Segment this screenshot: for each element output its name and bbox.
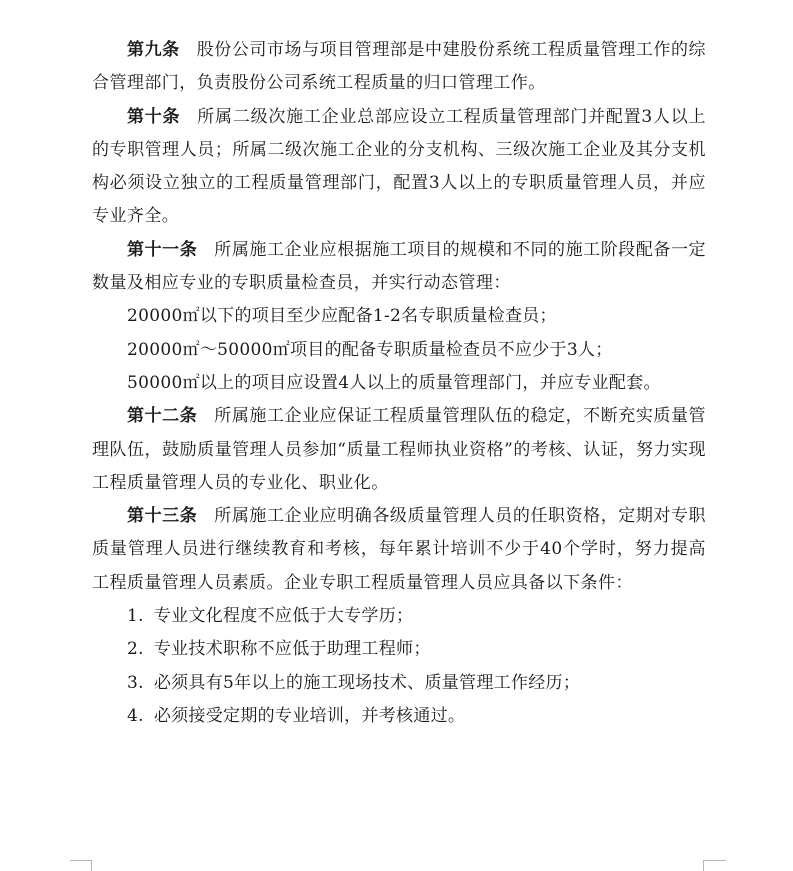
condition-number: 4. (127, 705, 144, 726)
article-11 (92, 234, 706, 301)
condition-item (92, 667, 706, 700)
condition-text: 必须具有5年以上的施工现场技术、质量管理工作经历； (153, 672, 581, 693)
article-text: 股份公司市场与项目管理部是中建股份系统工程质量管理工作的综合管理部门，负责股份公司系统工程质量的归口管理工作。 (92, 40, 706, 94)
article-number: 第九条 (127, 40, 180, 60)
condition-text: 专业技术职称不应低于助理工程师； (153, 639, 431, 660)
article-9 (92, 34, 706, 101)
article-text: 所属施工企业应根据施工项目的规模和不同的施工阶段配备一定数量及相应专业的专职质量检查员，并实行动态管理： (92, 239, 706, 294)
page-corner-mark-left (70, 860, 92, 871)
condition-item (92, 700, 706, 733)
condition-item (92, 633, 706, 666)
article-10 (92, 101, 706, 234)
article-12 (92, 400, 706, 500)
condition-number: 1. (127, 606, 144, 627)
article-number: 第十一条 (127, 239, 198, 260)
article-13 (92, 500, 706, 600)
article-text: 所属施工企业应明确各级质量管理人员的任职资格，定期对专职质量管理人员进行继续教育和考核，每年累计培训不少于40个学时，努力提高工程质量管理人员素质。企业专职工程质量管理人员应具备以下条件： (92, 506, 706, 593)
article-text: 所属施工企业应保证工程质量管理队伍的稳定，不断充实质量管理队伍，鼓励质量管理人员参加“质量工程师执业资格”的考核、认证，努力实现工程质量管理人员的专业化、职业化。 (92, 406, 706, 493)
article-text: 所属二级次施工企业总部应设立工程质量管理部门并配置3人以上的专职管理人员；所属二级次施工企业的分支机构、三级次施工企业及其分支机构必须设立独立的工程质量管理部门，配置3人以上的专职质量管理人员，并应专业齐全。 (92, 106, 706, 227)
condition-number: 3. (127, 672, 144, 693)
article-number: 第十二条 (127, 406, 198, 427)
staffing-rule-small: 20000㎡以下的项目至少应配备1-2名专职质量检查员； (127, 306, 557, 327)
staffing-rule-medium: 20000㎡～50000㎡项目的配备专职质量检查员不应少于3人； (127, 339, 613, 360)
condition-text: 必须接受定期的专业培训，并考核通过。 (153, 705, 466, 726)
article-number: 第十三条 (127, 506, 198, 527)
condition-text: 专业文化程度不应低于大专学历； (153, 606, 414, 627)
condition-item (92, 600, 706, 633)
document-body (92, 34, 706, 733)
condition-number: 2. (127, 639, 144, 660)
page-corner-mark-right (703, 860, 726, 871)
article-number: 第十条 (127, 106, 181, 127)
staffing-rule-large: 50000㎡以上的项目应设置4人以上的质量管理部门，并应专业配套。 (127, 372, 661, 393)
